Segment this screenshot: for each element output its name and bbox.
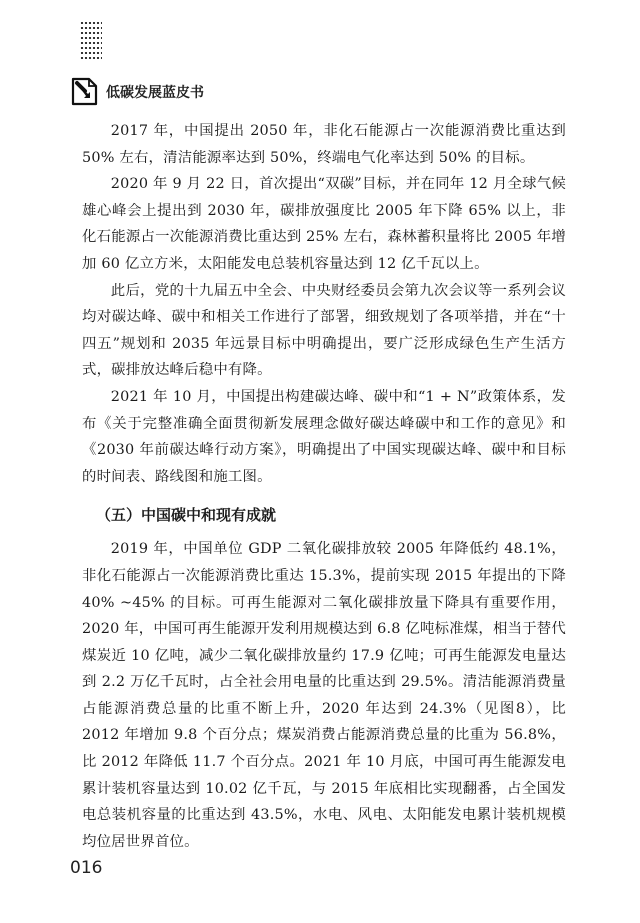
book-arrow-icon	[70, 76, 100, 112]
series-title: 低碳发展蓝皮书	[106, 85, 204, 101]
paragraph: 2021 年 10 月，中国提出构建碳达峰、碳中和“1 + N”政策体系，发布《关于完整准确全面贯彻新发展理念做好碳达峰碳中和工作的意见》和《2030 年前碳达峰行动方案》，明确提出了中国实现碳达峰、碳中和目标的时间表、路线图和施工图。	[82, 388, 566, 485]
running-header	[70, 22, 270, 102]
page-number: 016	[70, 858, 103, 878]
paragraph: 2017 年，中国提出 2050 年，非化石能源占一次能源消费比重达到 50% 左右，清洁能源率达到 50%，终端电气化率达到 50% 的目标。	[82, 123, 566, 166]
paragraph: 此后，党的十九届五中全会、中央财经委员会第九次会议等一系列会议均对碳达峰、碳中和相关工作进行了部署，细致规划了各项举措，并在“十四五”规划和 2035 年远景目标中明确提出，要广泛形成绿色生产生活方式，碳排放达峰后稳中有降。	[82, 282, 566, 379]
dot-pattern-decoration	[80, 22, 102, 62]
page-body	[82, 118, 566, 855]
paragraph: 2020 年 9 月 22 日，首次提出“双碳”目标，并在同年 12 月全球气候雄心峰会上提出到 2030 年，碳排放强度比 2005 年下降 65% 以上，非化石能源占一次能源消费比重达到 25% 左右，森林蓄积量将比 2005 年增加 60 亿立方米，太阳能发电总装机容量达到 12 亿千瓦以上。	[82, 176, 566, 272]
section-heading: （五）中国碳中和现有成就	[96, 506, 277, 525]
paragraph: 2019 年，中国单位 GDP 二氧化碳排放较 2005 年降低约 48.1%，非化石能源占一次能源消费比重达 15.3%，提前实现 2015 年提出的下降 40% ~45% 的目标。可再生能源对二氧化碳排放量下降具有重要作用，2020 年，中国可再生能源开发利用规模达到 6.8 亿吨标准煤，相当于替代煤炭近 10 亿吨，减少二氧化碳排放量约 17.9 亿吨；可再生能源发电量达到 2.2 万亿千瓦时，占全社会用电量的比重达到 29.5%。清洁能源消费量占能源消费总量的比重不断上升，2020 年达到 24.3%（见图8），比 2012 年增加 9.8 个百分点；煤炭消费占能源消费总量的比重为 56.8%，比 2012 年降低 11.7 个百分点。2021 年 10 月底，中国可再生能源发电累计装机容量达到 10.02 亿千瓦，与 2015 年底相比实现翻番，占全国发电总装机容量的比重达到 43.5%，水电、风电、太阳能发电累计装机规模均位居世界首位。	[82, 541, 566, 850]
